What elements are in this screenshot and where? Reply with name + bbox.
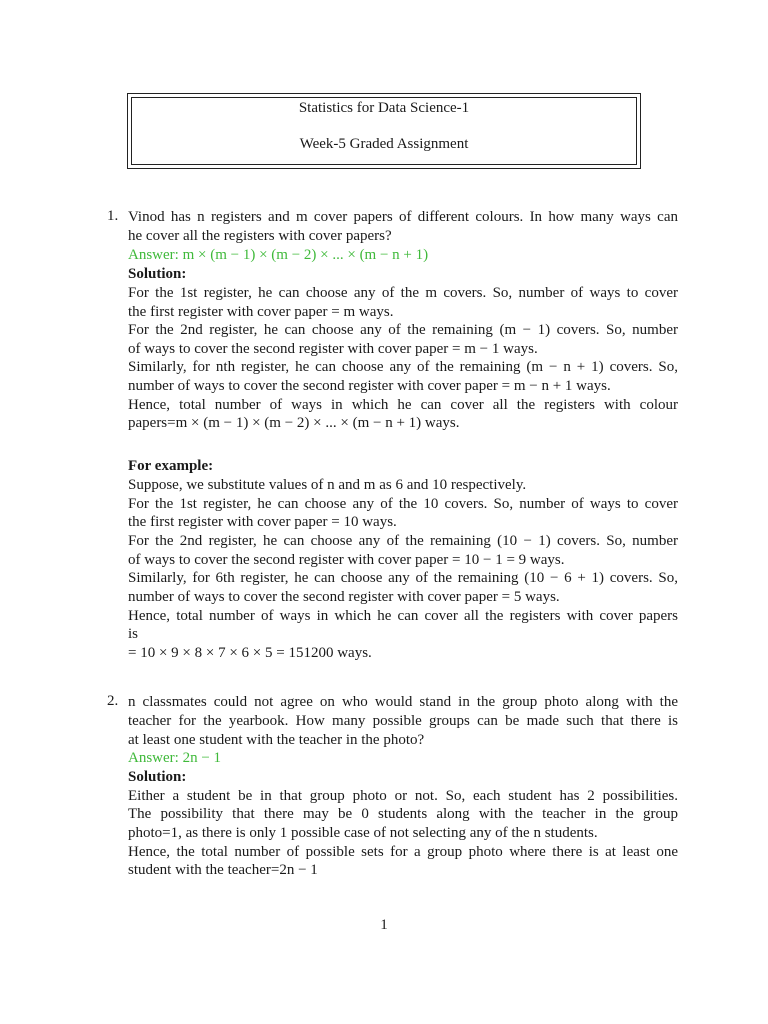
q2-question-line1: n classmates could not agree on who would stand in the group photo along with the (128, 694, 678, 710)
q2-number: 2. (107, 693, 119, 709)
q1-example-line8: Hence, total number of ways in which he can cover all the registers with cover papers (128, 608, 678, 624)
q1-answer: Answer: m × (m − 1) × (m − 2) × ... × (m − n + 1) (128, 247, 429, 263)
q1-example-line2: For the 1st register, he can choose any of the 10 covers. So, number of ways to cover (128, 496, 678, 512)
q1-solution-line6: number of ways to cover the second register with cover paper = m − n + 1 ways. (128, 378, 611, 394)
q2-solution-line4: Hence, the total number of possible sets for a group photo where there is at least one (128, 844, 678, 860)
course-title: Statistics for Data Science-1 (298, 100, 470, 116)
q1-solution-line2: the first register with cover paper = m ways. (128, 304, 394, 320)
q1-example-label: For example: (128, 458, 214, 474)
q1-solution-line5: Similarly, for nth register, he can choose any of the remaining (m − n + 1) covers. So, (128, 359, 678, 375)
q1-solution-line7: Hence, total number of ways in which he can cover all the registers with colour (128, 397, 678, 413)
q2-solution-line2: The possibility that there may be 0 students along with the teacher in the group (128, 806, 678, 822)
q1-solution-label: Solution: (128, 266, 187, 282)
q1-question-line2: he cover all the registers with cover papers? (128, 228, 392, 244)
q2-solution-label: Solution: (128, 769, 187, 785)
q2-question-line2: teacher for the yearbook. How many possible groups can be made such that there is (128, 713, 678, 729)
q2-solution-line3: photo=1, as there is only 1 possible case of not selecting any of the n students. (128, 825, 598, 841)
q1-example-line9: is (128, 626, 139, 642)
q1-example-line1: Suppose, we substitute values of n and m as 6 and 10 respectively. (128, 477, 527, 493)
q2-solution-line5: student with the teacher=2n − 1 (128, 862, 318, 878)
q2-solution-line1: Either a student be in that group photo or not. So, each student has 2 possibilities. (128, 788, 678, 804)
q1-solution-line1: For the 1st register, he can choose any of the m covers. So, number of ways to cover (128, 285, 678, 301)
q2-answer: Answer: 2n − 1 (128, 750, 222, 766)
title-box (127, 93, 641, 169)
q1-number: 1. (107, 208, 119, 224)
q1-question-line1: Vinod has n registers and m cover papers of different colours. In how many ways can (128, 209, 678, 225)
q1-solution-line8: papers=m × (m − 1) × (m − 2) × ... × (m − n + 1) ways. (128, 415, 460, 431)
q1-solution-line3: For the 2nd register, he can choose any of the remaining (m − 1) covers. So, number (128, 322, 678, 338)
q1-example-line3: the first register with cover paper = 10 ways. (128, 514, 397, 530)
q1-example-line4: For the 2nd register, he can choose any of the remaining (10 − 1) covers. So, number (128, 533, 678, 549)
q1-example-line10: = 10 × 9 × 8 × 7 × 6 × 5 = 151200 ways. (128, 645, 372, 661)
q2-question-line3: at least one student with the teacher in the photo? (128, 732, 425, 748)
q1-example-line5: of ways to cover the second register with cover paper = 10 − 1 = 9 ways. (128, 552, 565, 568)
assignment-title: Week-5 Graded Assignment (299, 136, 469, 152)
q1-solution-line4: of ways to cover the second register with cover paper = m − 1 ways. (128, 341, 538, 357)
q1-example-line6: Similarly, for 6th register, he can choose any of the remaining (10 − 6 + 1) covers. So, (128, 570, 678, 586)
q1-example-line7: number of ways to cover the second register with cover paper = 5 ways. (128, 589, 560, 605)
page-number: 1 (380, 917, 388, 933)
